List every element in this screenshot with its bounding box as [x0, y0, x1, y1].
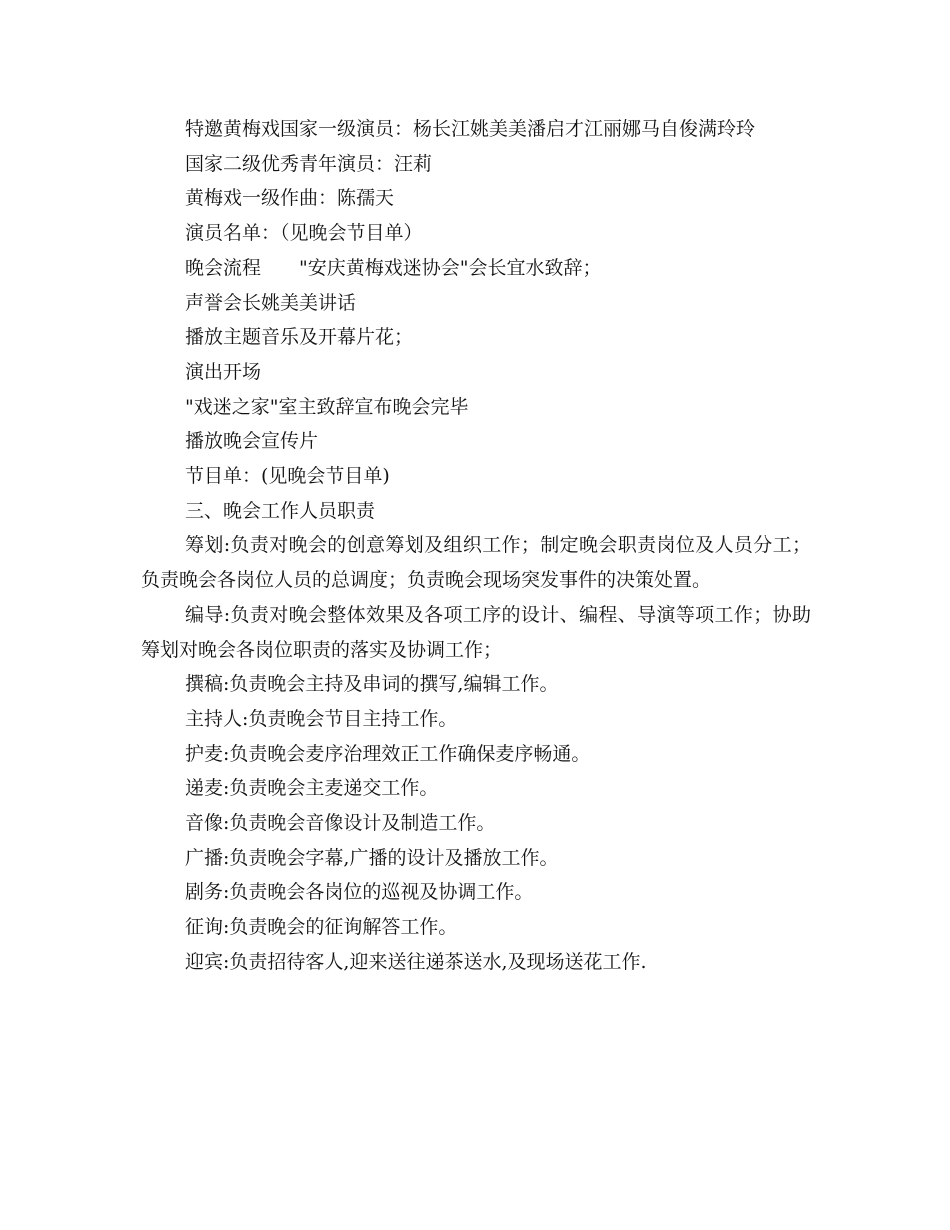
- paragraph-composer: 黄梅戏一级作曲：陈孺天: [185, 187, 395, 210]
- paragraph-closing-speech: "戏迷之家"室主致辞宣布晚会完毕: [185, 395, 469, 418]
- paragraph-promo-video: 播放晚会宣传片: [185, 430, 319, 453]
- paragraph-duty-planning: 筹划:负责对晚会的创意筹划及组织工作；制定晚会职责岗位及人员分工；负责晚会各岗位人员的总调度；负责晚会现场突发事件的决策处置。: [141, 534, 811, 592]
- paragraph-duty-writing: 撰稿:负责晚会主持及串词的撰写,编辑工作。: [185, 673, 559, 696]
- paragraph-duty-inquiry: 征询:负责晚会的征询解答工作。: [185, 916, 458, 939]
- paragraph-theme-music: 播放主题音乐及开幕片花；: [185, 326, 414, 349]
- paragraph-duty-directing: 编导:负责对晚会整体效果及各项工序的设计、编程、导演等项工作；协助筹划对晚会各岗位职责的落实及协调工作；: [141, 603, 811, 661]
- paragraph-duty-reception: 迎宾:负责招待客人,迎来送往递茶送水,及现场送花工作.: [185, 950, 647, 973]
- section-heading-staff-duties: 三、晚会工作人员职责: [185, 499, 376, 522]
- paragraph-program-list: 节目单：(见晚会节目单): [185, 465, 390, 488]
- paragraph-opening: 演出开场: [185, 360, 262, 383]
- paragraph-guest-performers: 特邀黄梅戏国家一级演员：杨长江姚美美潘启才江丽娜马自俊满玲玲: [185, 118, 756, 140]
- paragraph-young-performer: 国家二级优秀青年演员：汪莉: [185, 152, 433, 175]
- paragraph-cast-list: 演员名单：（见晚会节目单）: [185, 222, 423, 245]
- paragraph-honorary-speech: 声誉会长姚美美讲话: [185, 291, 357, 314]
- paragraph-duty-broadcast: 广播:负责晚会字幕,广播的设计及播放工作。: [185, 846, 559, 869]
- paragraph-duty-mic-handover: 递麦:负责晚会主麦递交工作。: [185, 777, 439, 800]
- paragraph-duty-host: 主持人:负责晚会节目主持工作。: [185, 707, 458, 730]
- paragraph-duty-audio-video: 音像:负责晚会音像设计及制造工作。: [185, 812, 496, 835]
- paragraph-duty-stage-affairs: 剧务:负责晚会各岗位的巡视及协调工作。: [185, 881, 534, 904]
- paragraph-duty-mic-order: 护麦:负责晚会麦序治理效正工作确保麦序畅通。: [185, 742, 591, 765]
- paragraph-program-flow: 晚会流程 "安庆黄梅戏迷协会"会长宜水致辞；: [185, 256, 602, 279]
- document-body: [141, 112, 811, 980]
